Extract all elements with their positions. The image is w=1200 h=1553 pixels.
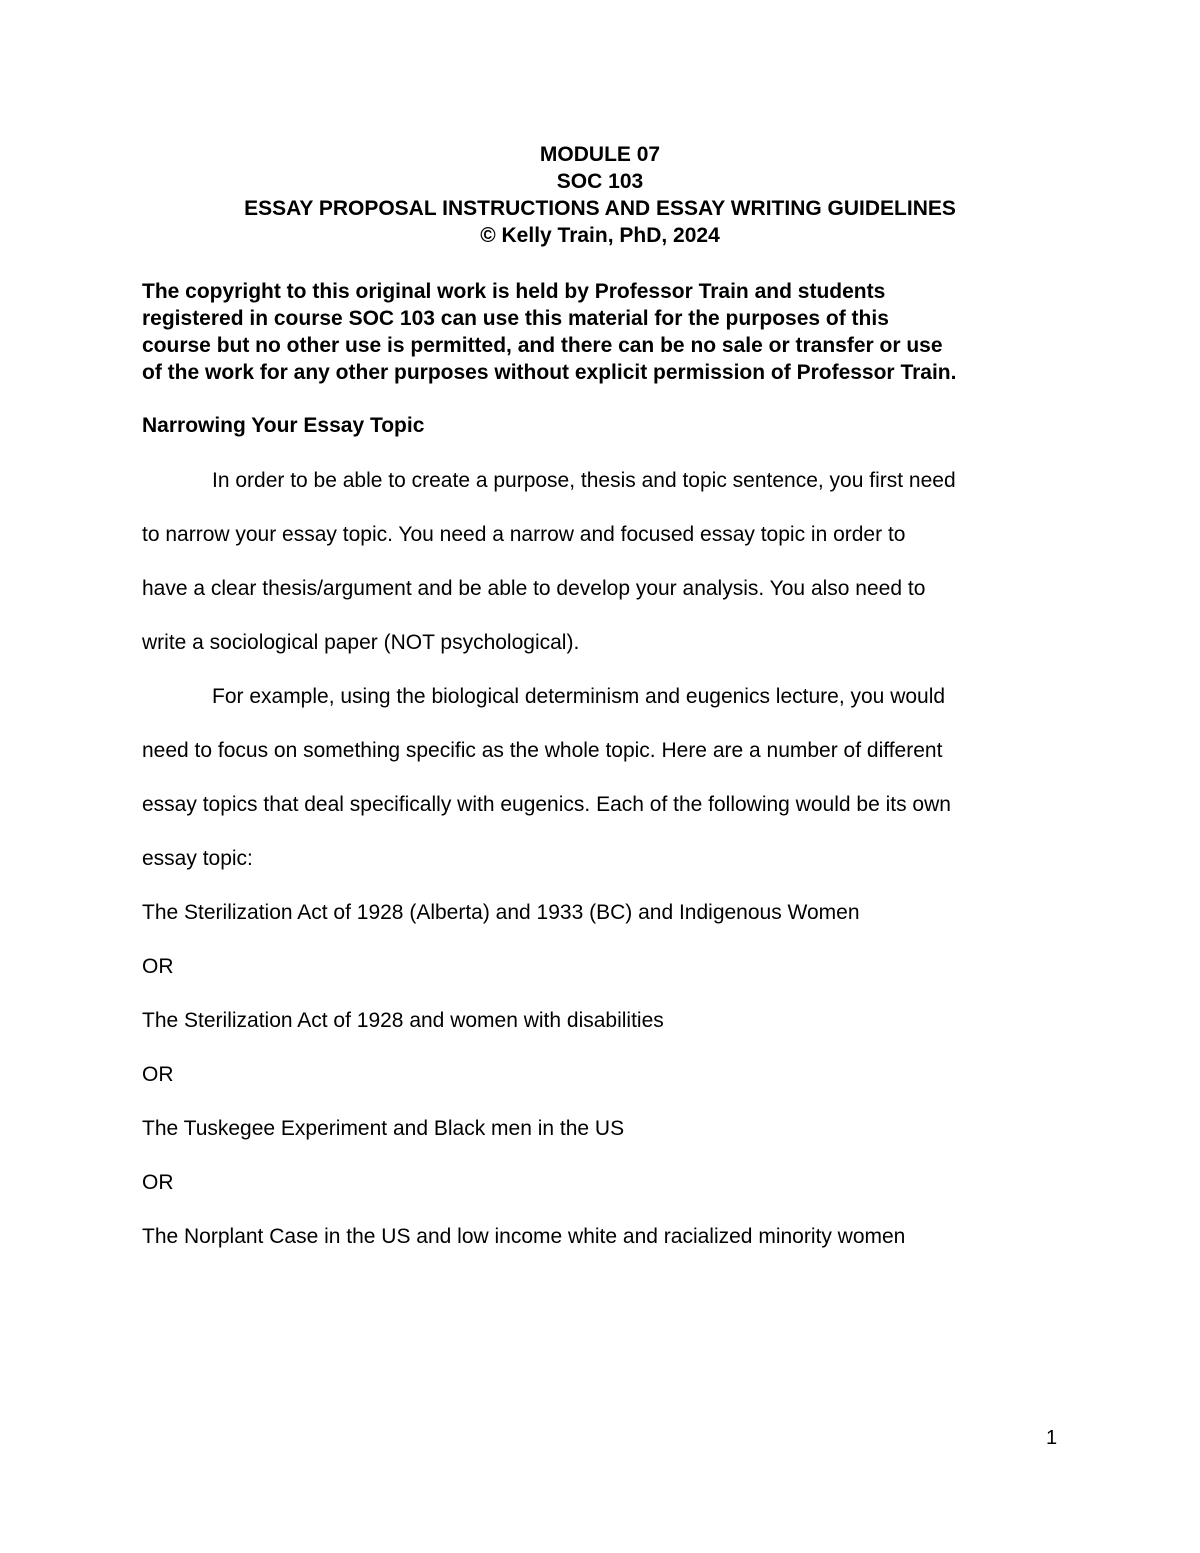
section-heading: Narrowing Your Essay Topic (142, 414, 425, 437)
course-code: SOC 103 (556, 170, 644, 193)
module-title: MODULE 07 (539, 143, 661, 166)
copyright-line: registered in course SOC 103 can use this material for the purposes of this (142, 307, 889, 330)
paragraph-line: In order to be able to create a purpose, thesis and topic sentence, you first need (212, 469, 956, 492)
topic-separator: OR (142, 955, 174, 978)
paragraph-line: For example, using the biological determinism and eugenics lecture, you would (212, 685, 946, 708)
author-line: © Kelly Train, PhD, 2024 (480, 224, 720, 247)
paragraph-line: have a clear thesis/argument and be able to develop your analysis. You also need to (142, 577, 926, 600)
topic-item: The Norplant Case in the US and low income white and racialized minority women (142, 1225, 906, 1248)
paragraph-line: essay topics that deal specifically with eugenics. Each of the following would be its own (142, 793, 951, 816)
copyright-line: The copyright to this original work is held by Professor Train and students (142, 280, 886, 303)
page-number: 1 (1046, 1427, 1058, 1449)
topic-item: The Sterilization Act of 1928 (Alberta) and 1933 (BC) and Indigenous Women (142, 901, 860, 924)
topic-separator: OR (142, 1171, 174, 1194)
paragraph-line: write a sociological paper (NOT psychological). (142, 631, 580, 654)
document-header (0, 141, 1200, 249)
paragraph-line: to narrow your essay topic. You need a narrow and focused essay topic in order to (142, 523, 906, 546)
body-text (142, 462, 1082, 1272)
copyright-line: of the work for any other purposes without explicit permission of Professor Train. (142, 361, 957, 384)
copyright-line: course but no other use is permitted, and there can be no sale or transfer or use (142, 334, 943, 357)
topic-item: The Sterilization Act of 1928 and women with disabilities (142, 1009, 664, 1032)
paragraph-line: essay topic: (142, 847, 253, 870)
paragraph-line: need to focus on something specific as the whole topic. Here are a number of different (142, 739, 943, 762)
topic-item: The Tuskegee Experiment and Black men in the US (142, 1117, 625, 1140)
copyright-notice (142, 278, 1062, 386)
document-title: ESSAY PROPOSAL INSTRUCTIONS AND ESSAY WRITING GUIDELINES (244, 197, 956, 220)
topic-separator: OR (142, 1063, 174, 1086)
